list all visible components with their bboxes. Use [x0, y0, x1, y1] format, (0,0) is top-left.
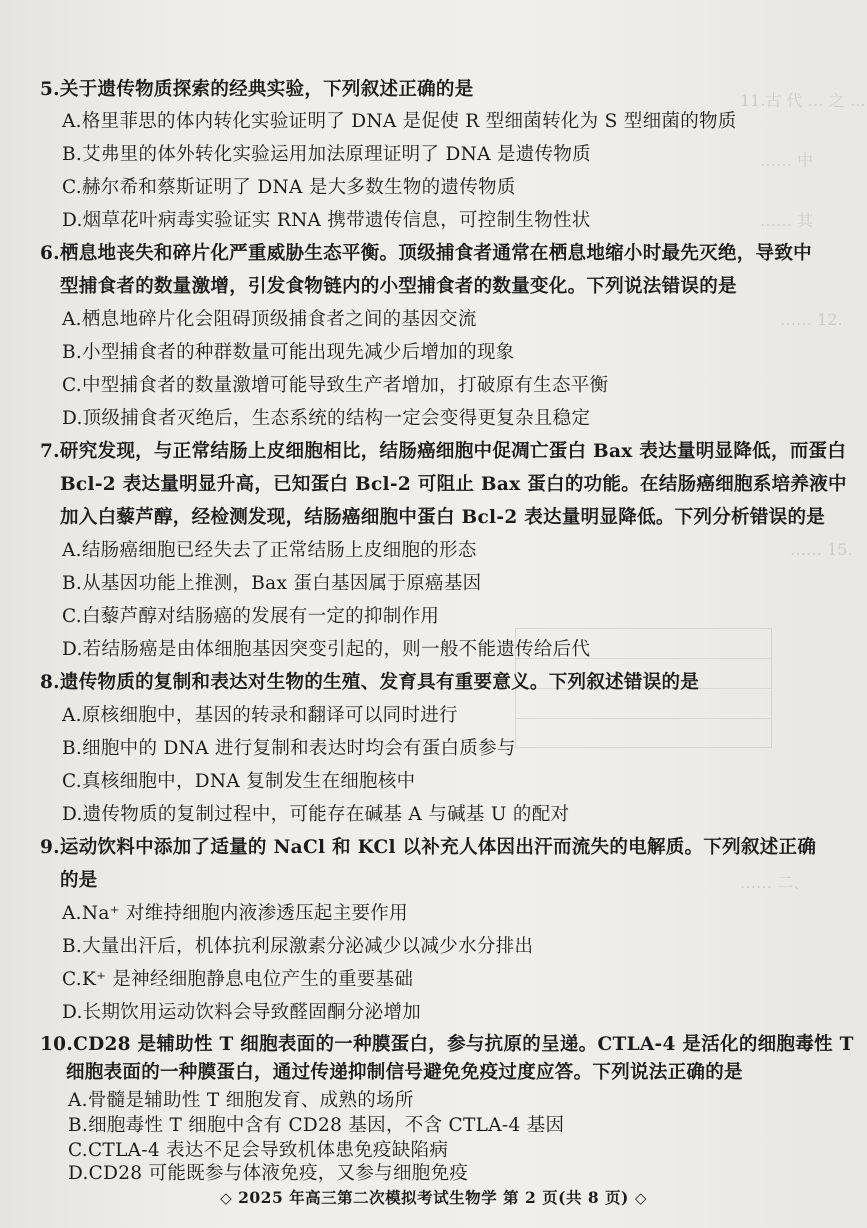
show-through-text: …… 二、	[740, 873, 810, 892]
question-stem: 型捕食者的数量激增，引发食物链内的小型捕食者的数量变化。下列说法错误的是	[60, 276, 737, 297]
question-stem: 5.关于遗传物质探索的经典实验，下列叙述正确的是	[40, 79, 474, 100]
question-stem: 9.运动饮料中添加了适量的 NaCl 和 KCl 以补充人体因出汗而流失的电解质。下列叙述正确	[40, 837, 817, 858]
option-d: D.烟草花叶病毒实验证实 RNA 携带遗传信息，可控制生物性状	[62, 210, 591, 231]
option-c: C.中型捕食者的数量激增可能导致生产者增加，打破原有生态平衡	[62, 375, 609, 396]
question-stem: Bcl-2 表达量明显升高，已知蛋白 Bcl-2 可阻止 Bax 蛋白的功能。在结肠癌细胞系培养液中	[60, 474, 847, 495]
show-through-text: …… 其	[760, 211, 814, 230]
footer-text: 2025 年高三第二次模拟考试生物学 第 2 页(共 8 页)	[238, 1188, 629, 1207]
option-a: A.格里菲思的体内转化实验证明了 DNA 是促使 R 型细菌转化为 S 型细菌的物质	[62, 111, 737, 132]
option-c: C.白藜芦醇对结肠癌的发展有一定的抑制作用	[62, 606, 440, 627]
question-stem: 加入白藜芦醇，经检测发现，结肠癌细胞中蛋白 Bcl-2 表达量明显降低。下列分析错误的是	[60, 507, 826, 528]
option-b: B.从基因功能上推测，Bax 蛋白基因属于原癌基因	[62, 573, 482, 594]
option-d: D.长期饮用运动饮料会导致醛固酮分泌增加	[62, 1002, 422, 1023]
option-a: A.结肠癌细胞已经失去了正常结肠上皮细胞的形态	[62, 540, 477, 561]
option-b: B.细胞中的 DNA 进行复制和表达时均会有蛋白质参与	[62, 738, 516, 759]
option-c: C.真核细胞中，DNA 复制发生在细胞核中	[62, 771, 416, 792]
option-c: C.CTLA-4 表达不足会导致机体患免疫缺陷病	[68, 1140, 449, 1161]
diamond-icon: ◇	[220, 1189, 233, 1207]
option-a: A.骨髓是辅助性 T 细胞发育、成熟的场所	[68, 1090, 414, 1111]
question-stem: 7.研究发现，与正常结肠上皮细胞相比，结肠癌细胞中促凋亡蛋白 Bax 表达量明显降低，而蛋白	[40, 441, 847, 462]
question-stem: 细胞表面的一种膜蛋白，通过传递抑制信号避免免疫过度应答。下列说法正确的是	[66, 1062, 743, 1083]
show-through-text: …… 中	[760, 151, 814, 170]
option-b: B.大量出汗后，机体抗利尿激素分泌减少以减少水分排出	[62, 936, 534, 957]
option-a: A.栖息地碎片化会阻碍顶级捕食者之间的基因交流	[62, 309, 477, 330]
option-c: C.K⁺ 是神经细胞静息电位产生的重要基础	[62, 969, 414, 990]
option-a: A.Na⁺ 对维持细胞内液渗透压起主要作用	[62, 903, 408, 924]
question-stem: 10.CD28 是辅助性 T 细胞表面的一种膜蛋白，参与抗原的呈递。CTLA-4 是活化的细胞毒性 T	[40, 1034, 854, 1055]
page-footer	[0, 1186, 867, 1208]
question-stem: 6.栖息地丧失和碎片化严重威胁生态平衡。顶级捕食者通常在栖息地缩小时最先灭绝，导致中	[40, 243, 812, 264]
option-d: D.顶级捕食者灭绝后，生态系统的结构一定会变得更复杂且稳定	[62, 408, 591, 429]
option-b: B.艾弗里的体外转化实验运用加法原理证明了 DNA 是遗传物质	[62, 144, 591, 165]
option-b: B.小型捕食者的种群数量可能出现先减少后增加的现象	[62, 342, 515, 363]
option-d: D.遗传物质的复制过程中，可能存在碱基 A 与碱基 U 的配对	[62, 804, 570, 825]
question-stem: 的是	[60, 870, 98, 891]
diamond-icon: ◇	[634, 1189, 647, 1207]
option-d: D.CD28 可能既参与体液免疫，又参与细胞免疫	[68, 1163, 469, 1184]
show-through-text: …… 15.	[790, 540, 853, 559]
option-c: C.赫尔希和蔡斯证明了 DNA 是大多数生物的遗传物质	[62, 177, 516, 198]
show-through-text: …… 12.	[780, 310, 843, 329]
show-through-text: 11.古 代 … 之 …	[740, 91, 866, 110]
option-b: B.细胞毒性 T 细胞中含有 CD28 基因，不含 CTLA-4 基因	[68, 1115, 565, 1136]
option-d: D.若结肠癌是由体细胞基因突变引起的，则一般不能遗传给后代	[62, 639, 591, 660]
question-stem: 8.遗传物质的复制和表达对生物的生殖、发育具有重要意义。下列叙述错误的是	[40, 672, 700, 693]
option-a: A.原核细胞中，基因的转录和翻译可以同时进行	[62, 705, 458, 726]
